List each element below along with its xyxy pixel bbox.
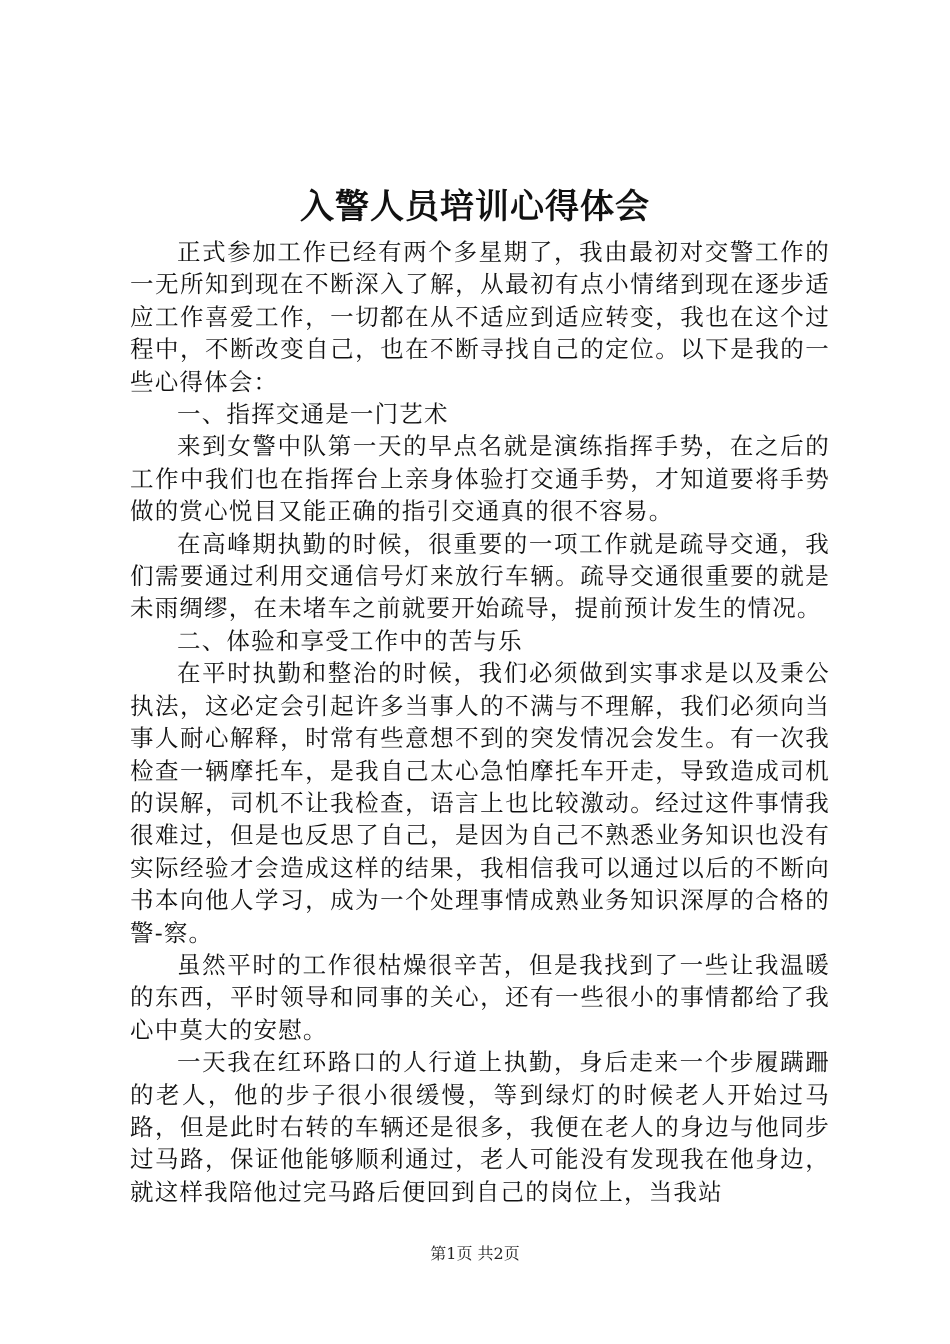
document-body [130,236,830,1208]
paragraph-intro: 正式参加工作已经有两个多星期了，我由最初对交警工作的一无所知到现在不断深入了解，从最初有点小情绪到现在逐步适应工作喜爱工作，一切都在从不适应到适应转变，我也在这个过程中，不断改变自己，也在不断寻找自己的定位。以下是我的一些心得体会： [130,238,830,396]
document-title: 入警人员培训心得体会 [300,187,650,227]
paragraph-elderly-crossing: 一天我在红环路口的人行道上执勤，身后走来一个步履蹒跚的老人，他的步子很小很缓慢，等到绿灯的时候老人开始过马路，但是此时右转的车辆还是很多，我便在老人的身边与他同步过马路，保证他能够顺利通过，老人可能没有发现我在他身边，就这样我陪他过完马路后便回到自己的岗位上，当我站 [130,1048,830,1206]
paragraph-enforcement: 在平时执勤和整治的时候，我们必须做到实事求是以及秉公执法，这必定会引起许多当事人的不满与不理解，我们必须向当事人耐心解释，时常有些意想不到的突发情况会发生。有一次我检查一辆摩托车，是我自己太心急怕摩托车开走，导致造成司机的误解，司机不让我检查，语言上也比较激动。经过这件事情我很难过，但是也反思了自己，是因为自己不熟悉业务知识也没有实际经验才会造成这样的结果，我相信我可以通过以后的不断向书本向他人学习，成为一个处理事情成熟业务知识深厚的合格的警-察。 [130,659,830,947]
paragraph-warmth: 虽然平时的工作很枯燥很辛苦，但是我找到了一些让我温暖的东西，平时领导和同事的关心，还有一些很小的事情都给了我心中莫大的安慰。 [130,950,830,1044]
page-number-footer: 第1页 共2页 [430,1244,520,1263]
paragraph-gesture-drill: 来到女警中队第一天的早点名就是演练指挥手势，在之后的工作中我们也在指挥台上亲身体验打交通手势，才知道要将手势做的赏心悦目又能正确的指引交通真的很不容易。 [130,432,830,526]
section-heading-2: 二、体验和享受工作中的苦与乐 [177,626,523,655]
section-heading-1: 一、指挥交通是一门艺术 [177,400,449,429]
paragraph-peak-hours: 在高峰期执勤的时候，很重要的一项工作就是疏导交通，我们需要通过利用交通信号灯来放行车辆。疏导交通很重要的就是未雨绸缪，在未堵车之前就要开始疏导，提前预计发生的情况。 [130,529,830,623]
